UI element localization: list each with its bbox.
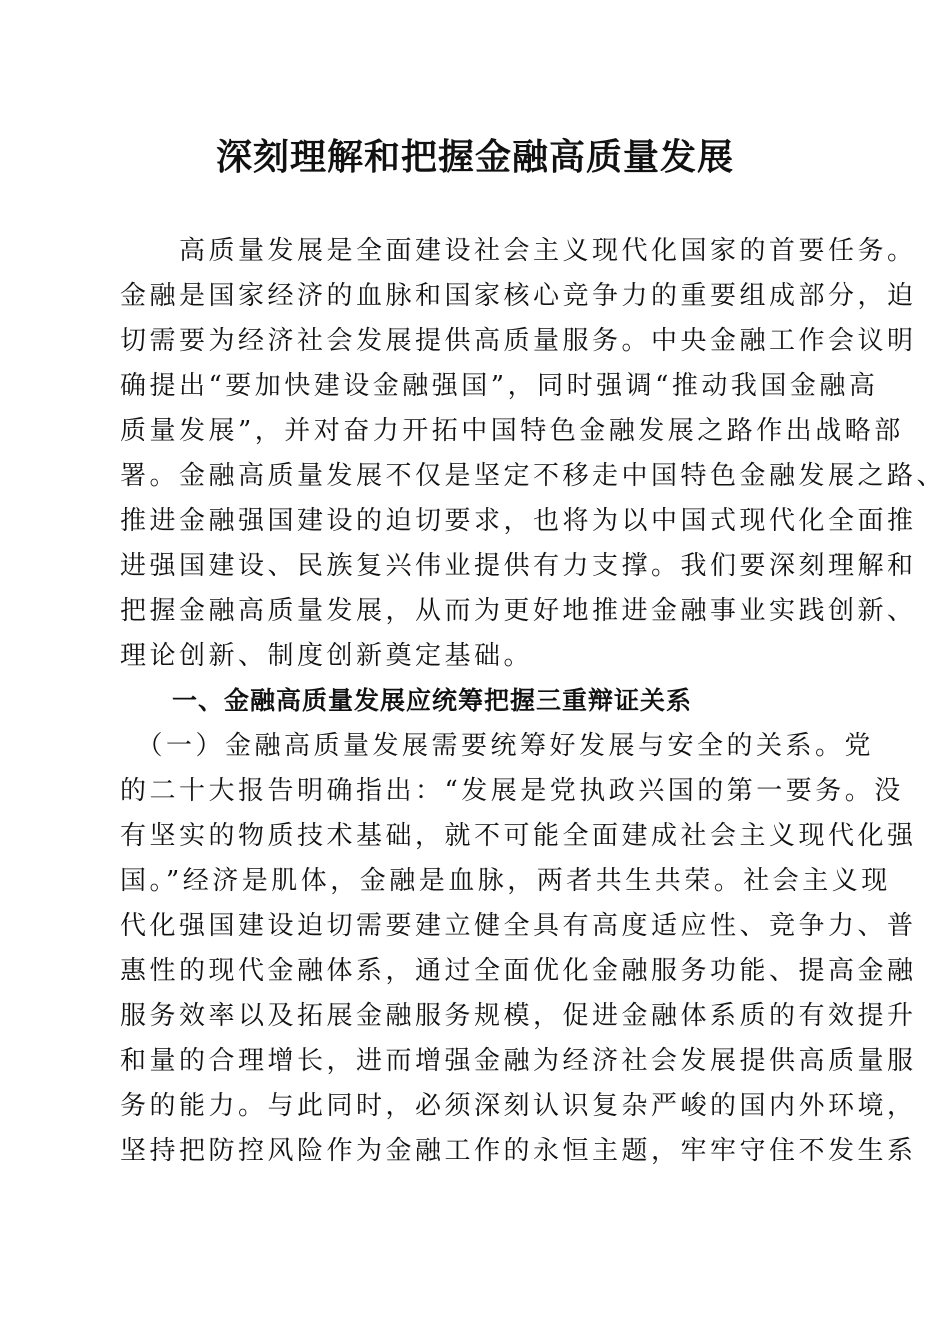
body-line: 理论创新、制度创新奠定基础。 <box>120 641 534 671</box>
body-line: 把握金融高质量发展，从而为更好地推进金融事业实践创新、 <box>120 596 917 626</box>
body-line: （一）金融高质量发展需要统筹好发展与安全的关系。党 <box>120 731 875 761</box>
body-line: 金融是国家经济的血脉和国家核心竞争力的重要组成部分，迫 <box>120 281 917 311</box>
body-line: 质量发展”，并对奋力开拓中国特色金融发展之路作出战略部 <box>120 416 904 446</box>
section-heading: 一、金融高质量发展应统筹把握三重辩证关系 <box>120 686 693 715</box>
body-line: 坚持把防控风险作为金融工作的永恒主题，牢牢守住不发生系 <box>120 1136 917 1166</box>
body-line: 确提出“要加快建设金融强国”，同时强调“推动我国金融高 <box>120 371 879 401</box>
body-line: 高质量发展是全面建设社会主义现代化国家的首要任务。 <box>120 236 917 266</box>
body-line: 有坚实的物质技术基础，就不可能全面建成社会主义现代化强 <box>120 821 917 851</box>
body-line: 署。金融高质量发展不仅是坚定不移走中国特色金融发展之路、 <box>120 461 947 491</box>
document-title: 深刻理解和把握金融高质量发展 <box>215 136 734 178</box>
body-line: 务的能力。与此同时，必须深刻认识复杂严峻的国内外环境， <box>120 1091 917 1121</box>
body-line: 服务效率以及拓展金融服务规模，促进金融体系质的有效提升 <box>120 1001 917 1031</box>
body-line: 的二十大报告明确指出：“发展是党执政兴国的第一要务。没 <box>120 776 904 806</box>
body-line: 国。”经济是肌体，金融是血脉，两者共生共荣。社会主义现 <box>120 866 891 896</box>
body-line: 推进金融强国建设的迫切要求，也将为以中国式现代化全面推 <box>120 506 917 536</box>
body-line: 进强国建设、民族复兴伟业提供有力支撑。我们要深刻理解和 <box>120 551 917 581</box>
body-line: 惠性的现代金融体系，通过全面优化金融服务功能、提高金融 <box>120 956 917 986</box>
body-line: 和量的合理增长，进而增强金融为经济社会发展提供高质量服 <box>120 1046 917 1076</box>
body-line: 代化强国建设迫切需要建立健全具有高度适应性、竞争力、普 <box>120 911 917 941</box>
body-line: 切需要为经济社会发展提供高质量服务。中央金融工作会议明 <box>120 326 917 356</box>
